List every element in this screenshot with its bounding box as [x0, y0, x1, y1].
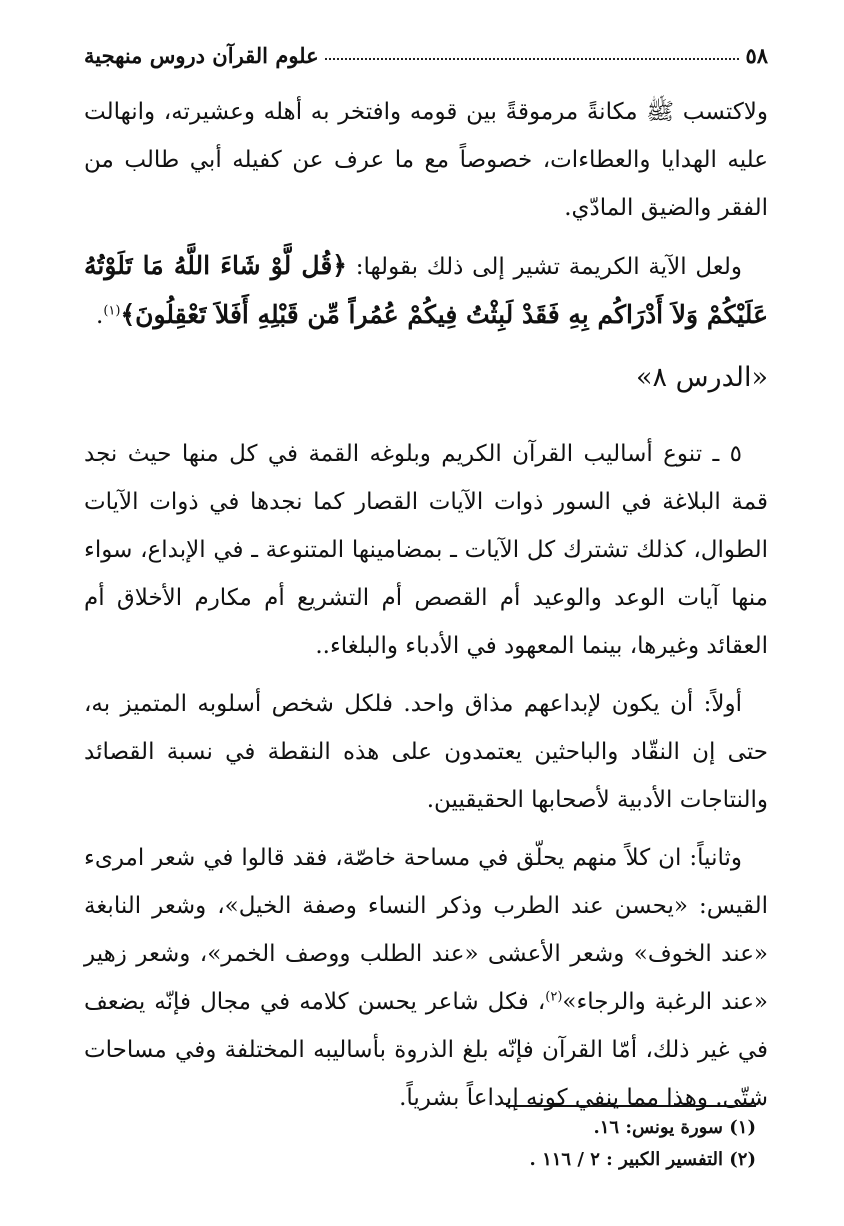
footnotes	[356, 1112, 756, 1176]
footnote-2: (٢) التفسير الكبير : ٢ / ١١٦ .	[529, 1149, 756, 1170]
paragraph-2-end: .	[96, 303, 104, 329]
paragraph-2	[84, 242, 768, 340]
paragraph-2-intro: ولعل الآية الكريمة تشير إلى ذلك بقولها:	[346, 254, 743, 280]
footnote-1: (١) سورة يونس: ١٦.	[593, 1117, 756, 1138]
dotted-leader	[325, 58, 740, 60]
paragraph-5	[84, 834, 768, 1122]
paragraph-4: أولاً: أن يكون لإبداعهم مذاق واحد. فلكل شخص أسلوبه المتميز به، حتى إن النقّاد والباحثين يعتمدون على هذه النقطة في نسبة القصائد والنتاجات الأدبية لأصحابها الحقيقيين.	[84, 691, 768, 813]
running-title: علوم القرآن دروس منهجية	[84, 43, 319, 68]
footnote-divider	[506, 1105, 756, 1107]
quran-verse: ﴿قُل لَّوْ شَاءَ اللَّهُ مَا تَلَوْتُهُ عَلَيْكُمْ وَلاَ أَدْرَاكُم بِهِ فَقَدْ لَبِثْتُ فِيكُمْ عُمُراً مِّن قَبْلِهِ أَفَلاَ تَعْقِلُونَ﴾	[84, 251, 768, 329]
page-header	[84, 28, 768, 68]
footnote-ref-1: (١)	[103, 303, 121, 319]
paragraph-3: ٥ ـ تنوع أساليب القرآن الكريم وبلوغه القمة في كل منها حيث نجد قمة البلاغة في السور ذوات الآيات القصار كما نجدها في ذوات الآيات الطوال، كذلك تشترك كل الآيات ـ بمضامينها المتنوعة ـ في الإبداع، سواء منها آيات الوعد والوعيد أم القصص أم التشريع أم مكارم الأخلاق أم العقائد وغيرها، بينما المعهود في الأدباء والبلغاء..	[84, 441, 768, 659]
main-text	[84, 88, 768, 1132]
page-number: ٥٨	[745, 43, 768, 68]
paragraph-5-rest: ، فكل شاعر يحسن كلامه في مجال فإنّه يضعف في غير ذلك، أمّا القرآن فإنّه بلغ الذروة بأساليبه المختلفة وفي مساحات شتّى. وهذا مما ينفي كونه إبداعاً بشرياً.	[84, 989, 768, 1111]
paragraph-1: ولاكتسب ﷺ مكانةً مرموقةً بين قومه وافتخر به أهله وعشيرته، وانهالت عليه الهدايا والعطاءات، خصوصاً مع ما عرف عن كفيله أبي طالب من الفقر والضيق المادّي.	[84, 99, 768, 221]
footnote-ref-2: (٢)	[545, 989, 563, 1005]
lesson-heading: «الدرس ٨»	[635, 362, 768, 393]
paragraph-5-main: وثانياً: ان كلاً منهم يحلّق في مساحة خاصّة، فقد قالوا في شعر امرىء القيس: «يحسن عند الطرب وذكر النساء وصفة الخيل»، وشعر النابغة «عند الخوف» وشعر الأعشى «عند الطلب ووصف الخمر»، وشعر زهير «عند الرغبة والرجاء»	[84, 845, 768, 1015]
